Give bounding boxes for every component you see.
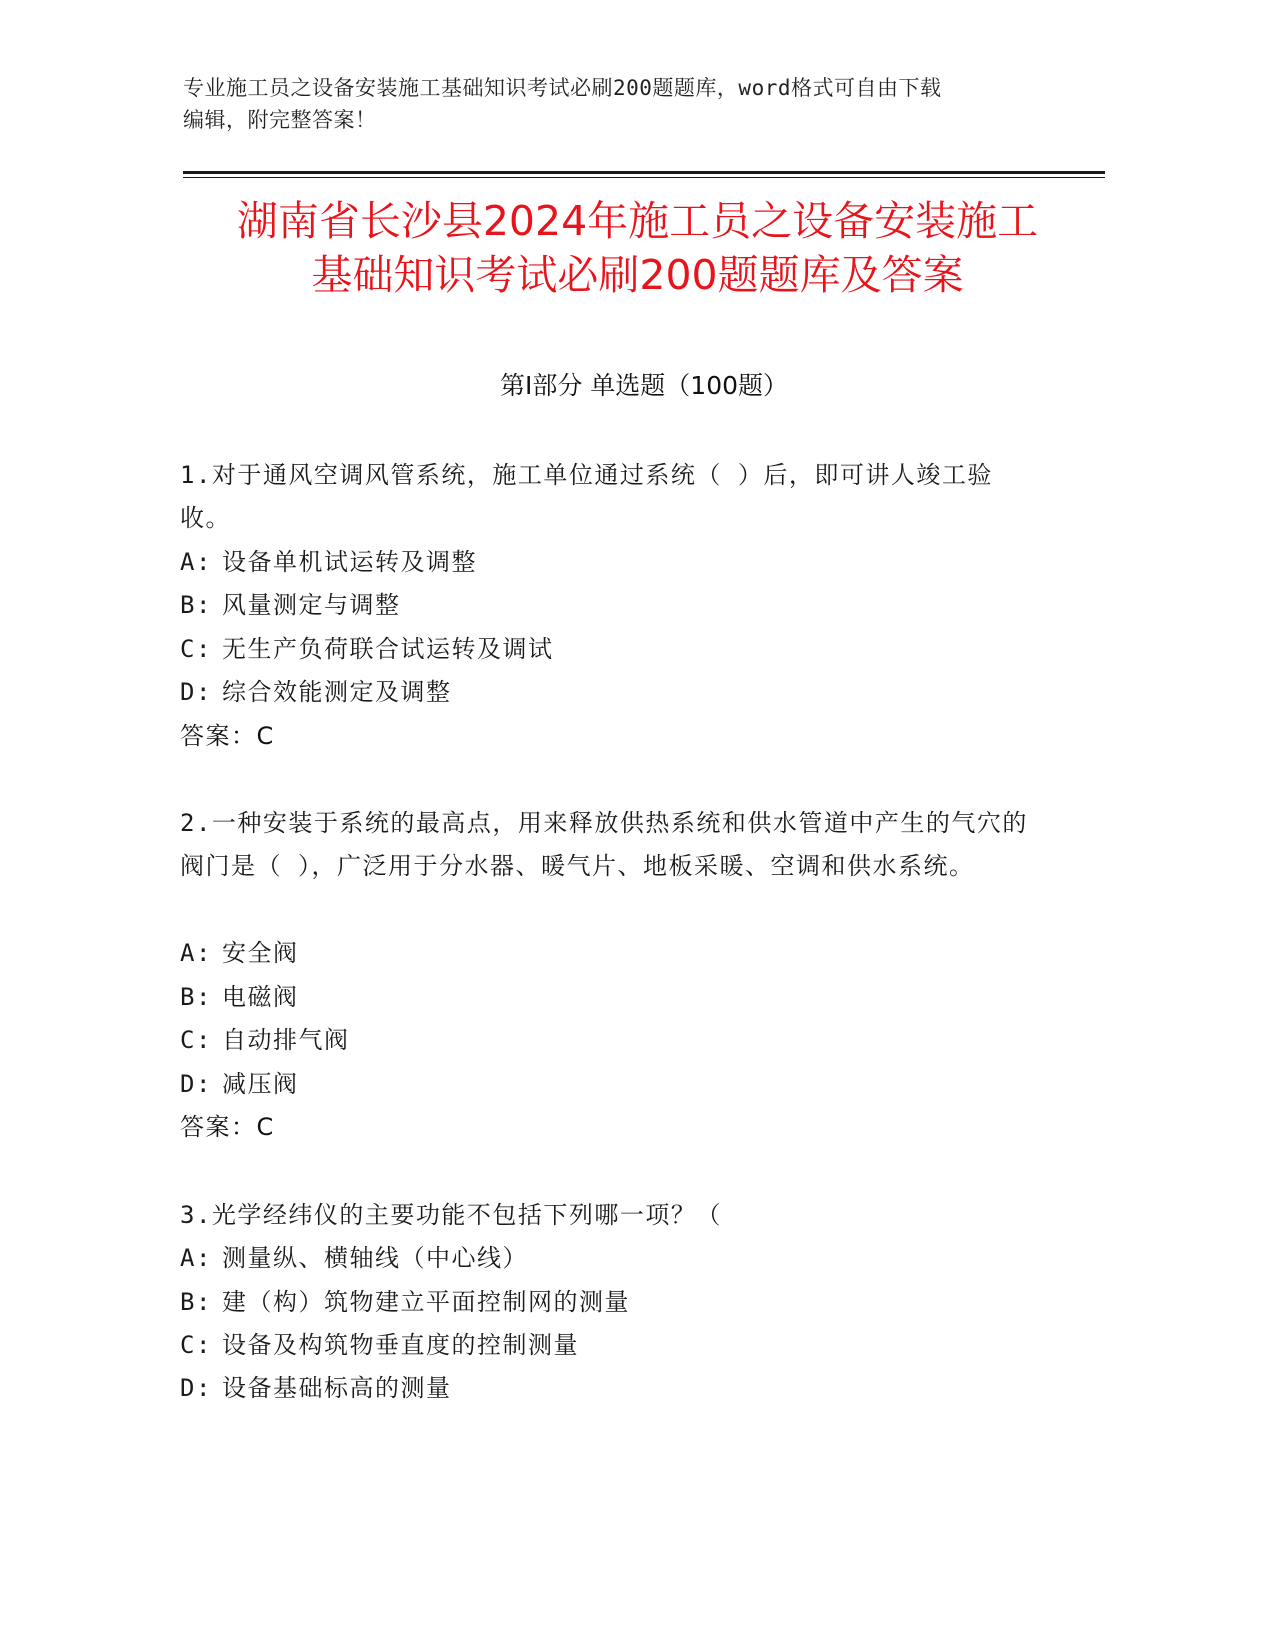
option-label: A: [180,548,212,576]
option-a [180,932,299,975]
option-b [180,976,299,1019]
header-note-line-2: 编辑，附完整答案！ [183,108,377,132]
option-text: 测量纵、横轴线（中心线） [222,1244,528,1272]
option-label: D: [180,1070,212,1098]
option-text: 减压阀 [222,1070,299,1098]
option-label: D: [180,678,212,706]
option-label: D: [180,1374,212,1402]
option-d [180,1367,452,1410]
option-label: C: [180,1026,212,1054]
option-text: 风量测定与调整 [222,591,401,619]
header-divider-thick [183,171,1105,174]
option-c [180,628,554,671]
question-stem: 1.对于通风空调风管系统，施工单位通过系统（ ）后，即可讲人竣工验收。 [180,461,993,532]
answer: 答案：C [180,1113,275,1141]
option-label: B: [180,983,212,1011]
option-text: 安全阀 [222,939,299,967]
header-note-line-1: 专业施工员之设备安装施工基础知识考试必刷200题题库，word格式可自由下载 [183,76,942,100]
option-text: 电磁阀 [222,983,299,1011]
option-text: 设备单机试运转及调整 [222,548,477,576]
option-d [180,1063,299,1106]
header-note [183,72,1063,136]
question-stem: 2.一种安装于系统的最高点，用来释放供热系统和供水管道中产生的气穴的阀门是（ ），广泛用于分水器、暖气片、地板采暖、空调和供水系统。 [180,809,1028,880]
option-label: A: [180,1244,212,1272]
option-b [180,1281,630,1324]
question-stem: 3.光学经纬仪的主要功能不包括下列哪一项？（ [180,1201,722,1229]
option-c [180,1324,579,1367]
answer: 答案：C [180,722,275,750]
document-title-line-1: 湖南省长沙县2024年施工员之设备安装施工 [236,197,1039,245]
option-text: 设备及构筑物垂直度的控制测量 [222,1331,579,1359]
document-title-line-2: 基础知识考试必刷200题题库及答案 [311,251,964,299]
option-a [180,1237,528,1280]
header-divider-thin [183,177,1105,178]
option-text: 自动排气阀 [222,1026,350,1054]
option-label: C: [180,1331,212,1359]
option-label: B: [180,591,212,619]
option-a [180,541,477,584]
section-title: 第Ⅰ部分 单选题（100题） [499,371,789,400]
document-title [160,194,1115,302]
option-label: A: [180,939,212,967]
option-text: 无生产负荷联合试运转及调试 [222,635,554,663]
option-label: C: [180,635,212,663]
option-d [180,671,452,714]
option-b [180,584,401,627]
option-c [180,1019,350,1062]
option-text: 设备基础标高的测量 [222,1374,452,1402]
option-text: 综合效能测定及调整 [222,678,452,706]
option-label: B: [180,1288,212,1316]
option-text: 建（构）筑物建立平面控制网的测量 [222,1288,630,1316]
